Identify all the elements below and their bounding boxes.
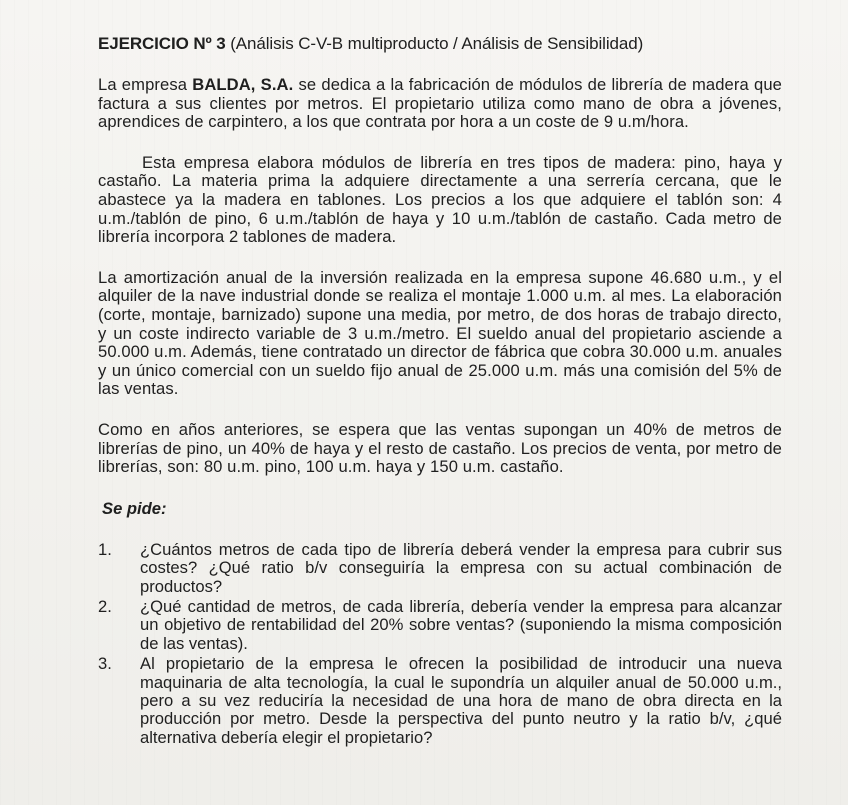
paragraph-materials: Esta empresa elabora módulos de librería en tres tipos de madera: pino, haya y castaño. La materia prima la adquiere directamente a una serrería cercana, que le abastece ya la madera en tablones. Los precios a los que adquiere el tablón son: 4 u.m./tablón de pino, 6 u.m./tablón de haya y 10 u.m./tablón de castaño. Cada metro de librería incorpora 2 tablones de madera. <box>98 152 782 247</box>
se-pide-heading: Se pide: <box>102 498 167 518</box>
paragraph-costs: La amortización anual de la inversión realizada en la empresa supone 46.680 u.m., y el alquiler de la nave industrial donde se realiza el montaje 1.000 u.m. al mes. La elaboración (corte, montaje, barnizado) supone una media, por metro, de dos horas de trabajo directo, y un coste indirecto variable de 3 u.m./metro. El sueldo anual del propietario asciende a 50.000 u.m. Además, tiene contratado un director de fábrica que cobra 30.000 u.m. anuales y un único comercial con un sueldo fijo anual de 25.000 u.m. más una comisión del 5% de las ventas. <box>98 267 782 399</box>
question-number: 1. <box>98 539 112 559</box>
exercise-title-number: EJERCICIO Nº 3 <box>98 34 226 53</box>
paragraph-sales: Como en años anteriores, se espera que las ventas supongan un 40% de metros de librerías de pino, un 40% de haya y el resto de castaño. Los precios de venta, por metro de librerías, son: 80 u.m. pino, 100 u.m. haya y 150 u.m. castaño. <box>98 419 782 477</box>
questions-list <box>98 541 782 747</box>
question-item <box>98 541 782 596</box>
question-item <box>98 598 782 653</box>
question-number: 3. <box>98 654 112 674</box>
question-item <box>98 655 782 747</box>
question-number: 2. <box>98 596 112 616</box>
company-name: BALDA, S.A. <box>192 75 294 94</box>
exercise-title <box>98 34 782 54</box>
paragraph-company <box>98 76 782 132</box>
question-text: Al propietario de la empresa le ofrecen la posibilidad de introducir una nueva maquinaria de alta tecnología, la cual le supondría un alquiler anual de 50.000 u.m., pero a su vez reduciría la necesidad de una hora de mano de obra directa en la producción por metro. Desde la perspectiva del punto neutro y la ratio b/v, ¿qué alternativa debería elegir el propietario? <box>140 654 782 747</box>
question-text: ¿Qué cantidad de metros, de cada librería, debería vender la empresa para alcanzar un objetivo de rentabilidad del 20% sobre ventas? (suponiendo la misma composición de las ventas). <box>140 596 782 653</box>
question-text: ¿Cuántos metros de cada tipo de librería deberá vender la empresa para cubrir sus costes? ¿Qué ratio b/v conseguiría la empresa con su actual combinación de productos? <box>140 539 782 596</box>
paragraph-company-body: se dedica a la fabricación de módulos de librería de madera que factura a sus clientes por metros. El propietario utiliza como mano de obra a jóvenes, aprendices de carpintero, a los que contrata por hora a un coste de 9 u.m/hora. <box>98 75 782 132</box>
exercise-title-topic: (Análisis C-V-B multiproducto / Análisis de Sensibilidad) <box>225 34 644 53</box>
paragraph-company-intro: La empresa <box>98 75 193 94</box>
